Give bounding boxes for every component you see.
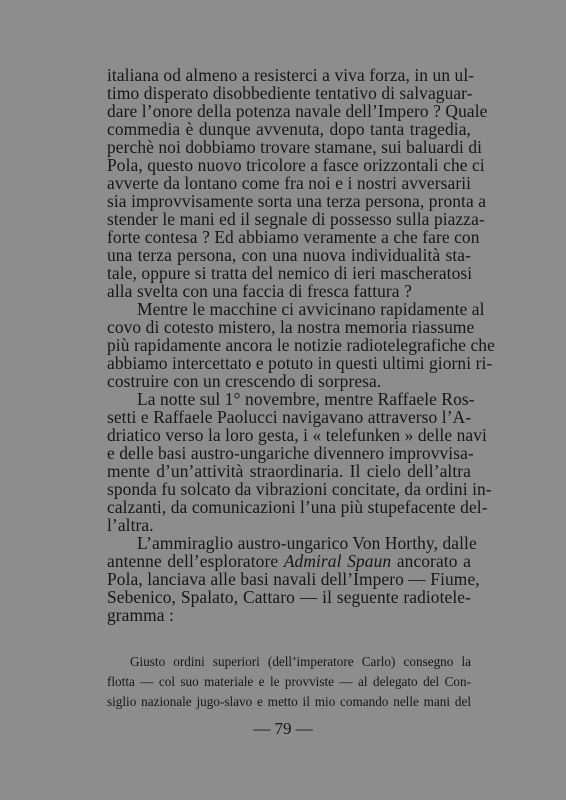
text-line: driatico verso la loro gesta, i « telefunken » delle navi <box>107 425 487 445</box>
text-line: forte contesa ? Ed abbiamo veramente a che fare con <box>107 227 480 247</box>
text-line: abbiamo intercettato e potuto in questi ultimi giorni ri- <box>107 353 493 373</box>
text-line: setti e Raffaele Paolucci navigavano attraverso l’A- <box>107 407 472 427</box>
text-line: Pola, questo nuovo tricolore a fasce orizzontali che ci <box>107 155 485 175</box>
text-line: tale, oppure si tratta del nemico di ieri mascheratosi <box>107 263 473 283</box>
text-line: avverte da lontano come fra noi e i nostri avversarii <box>107 173 472 193</box>
page-number: — 79 — <box>253 719 313 738</box>
text-line: mente d’un’attività straordinaria. Il cielo dell’altra <box>107 461 471 481</box>
text-line: sia improvvisamente sorta una terza persona, pronta a <box>107 191 487 211</box>
text-line: timo disperato disobbediente tentativo di salvaguar- <box>107 83 473 103</box>
text-line: covo di cotesto mistero, la nostra memoria riassume <box>107 317 475 337</box>
text-line: stender le mani ed il segnale di possesso sulla piazza- <box>107 209 485 229</box>
text-line: Pola, lanciava alle basi navali dell’Impero — Fiume, <box>107 569 480 589</box>
text-line: dare l’onore della potenza navale dell’Impero ? Quale <box>107 101 488 121</box>
text-line: italiana od almeno a resisterci a viva forza, in un ul- <box>107 65 475 85</box>
text-line: calzanti, da comunicazioni l’una più stupefacente del- <box>107 497 488 517</box>
quoted-telegram-line: Giusto ordini superiori (dell’imperatore Carlo) consegno la <box>130 654 471 669</box>
text-line: Mentre le macchine ci avvicinano rapidamente al <box>137 299 485 319</box>
quoted-telegram-line: siglio nazionale jugo-slavo e metto il mio comando nelle mani del <box>107 694 471 709</box>
text-line: costruire con un crescendo di sorpresa. <box>107 371 382 391</box>
text-line: sponda fu solcato da vibrazioni concitate, da ordini in- <box>107 479 492 499</box>
quoted-telegram-line: flotta — col suo materiale e le provviste — al delegato del Con- <box>107 674 471 689</box>
text-line: gramma : <box>107 605 174 625</box>
text-line: perchè noi dobbiamo trovare stamane, sui baluardi di <box>107 137 483 157</box>
text-line: più rapidamente ancora le notizie radiotelegrafiche che <box>107 335 495 355</box>
text-line: alla svelta con una faccia di fresca fattura ? <box>107 281 412 301</box>
text-line: La notte sul 1° novembre, mentre Raffaele Ros- <box>137 389 475 409</box>
text-line: antenne dell’esploratore Admiral Spaun ancorato a <box>107 551 471 571</box>
text-line: e delle basi austro-ungariche divennero improvvisa- <box>107 443 474 463</box>
ship-name: Admiral Spaun <box>283 551 392 571</box>
text-line: L’ammiraglio austro-ungarico Von Horthy, dalle <box>137 533 477 553</box>
text-line: Sebenico, Spalato, Cattaro — il seguente radiotele- <box>107 587 471 607</box>
text-line: commedia è dunque avvenuta, dopo tanta tragedia, <box>107 119 471 139</box>
text-line: l’altra. <box>107 515 154 535</box>
text-line: una terza persona, con una nuova individualità sta- <box>107 245 471 265</box>
